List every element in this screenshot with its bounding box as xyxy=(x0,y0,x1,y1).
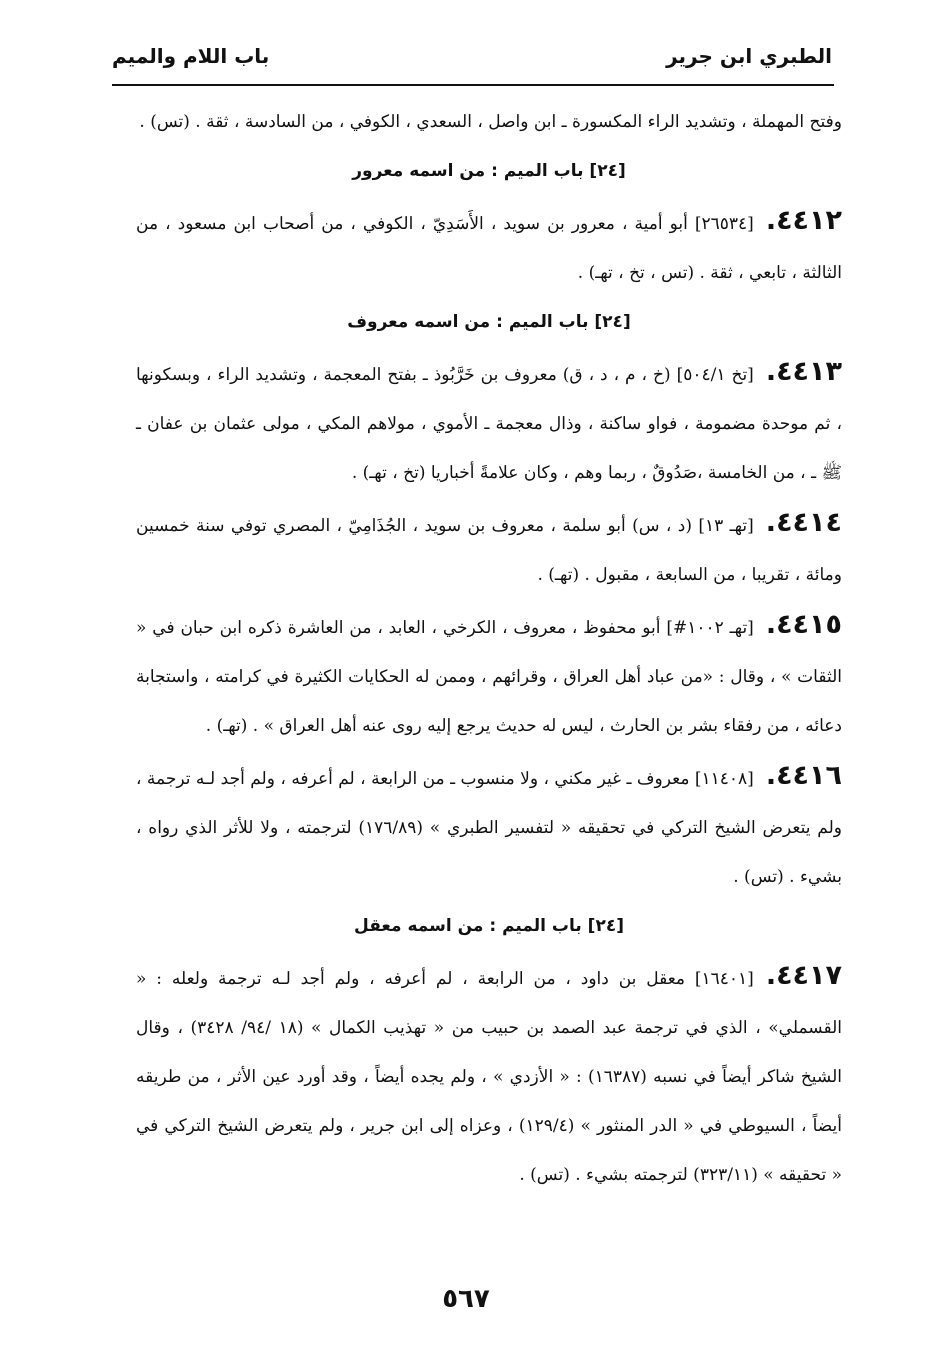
entry-text: [تهـ ١٠٠٢#] أبو محفوظ ، معروف ، الكرخي ، العابد ، من العاشرة ذكره ابن حبان في « الثقات » ، وقال : «من عباد أهل العراق ، وقرائهم ، وممن له الحكايات الكثيرة في كرامته ، واستجابة دعائه ، من رفقاء بشر بن الحارث ، ليس له حديث يرجع إليه روى عنه أهل العراق » . (تهـ) . xyxy=(136,618,842,736)
entry-4415 xyxy=(136,600,842,751)
entry-number: ٤٤١٦. xyxy=(765,760,842,791)
entry-number: ٤٤١٢. xyxy=(765,205,842,236)
entry-4414 xyxy=(136,498,842,600)
intro-paragraph: وفتح المهملة ، وتشديد الراء المكسورة ـ ابن واصل ، السعدي ، الكوفي ، من السادسة ، ثقة . (تس) . xyxy=(139,112,842,132)
section-heading-maqil: [٢٤] باب الميم : من اسمه معقل xyxy=(354,916,624,936)
book-title: الطبري ابن جرير xyxy=(666,44,832,68)
entry-4412 xyxy=(136,196,842,298)
section-heading-maarur: [٢٤] باب الميم : من اسمه معرور xyxy=(352,161,626,181)
running-head xyxy=(112,40,832,84)
page-number: ٥٦٧ xyxy=(442,1284,490,1314)
entry-number: ٤٤١٥. xyxy=(765,609,842,640)
entry-number: ٤٤١٧. xyxy=(765,960,842,991)
entry-text: [٢٦٥٣٤] أبو أمية ، معرور بن سويد ، الأَسَدِيّ ، الكوفي ، من أصحاب ابن مسعود ، من الثالثة ، تابعي ، ثقة . (تس ، تخ ، تهـ) . xyxy=(136,214,842,283)
chapter-title: باب اللام والميم xyxy=(112,44,270,68)
entry-text: [تهـ ١٣] (د ، س) أبو سلمة ، معروف بن سويد ، الجُذَامِيّ ، المصري توفي سنة خمسين ومائة ، تقريبا ، من السابعة ، مقبول . (تهـ) . xyxy=(136,516,842,585)
entry-text: [١١٤٠٨] معروف ـ غير مكني ، ولا منسوب ـ من الرابعة ، لم أعرفه ، ولم أجد لـه ترجمة ، ولم يتعرض الشيخ التركي في تحقيقه « لتفسير الطبري » (١٧٦/٨٩) لترجمته ، ولا للأثر الذي رواه ، بشيء . (تس) . xyxy=(136,769,842,887)
entry-number: ٤٤١٣. xyxy=(765,356,842,387)
page-body xyxy=(136,98,842,1200)
entry-number: ٤٤١٤. xyxy=(765,507,842,538)
entry-4416 xyxy=(136,751,842,902)
section-heading-maaruf: [٢٤] باب الميم : من اسمه معروف xyxy=(347,312,631,332)
header-rule xyxy=(112,84,834,86)
entry-text: [١٦٤٠١] معقل بن داود ، من الرابعة ، لم أعرفه ، ولم أجد لـه ترجمة ولعله : « القسملي» ، الذي في ترجمة عبد الصمد بن حبيب من « تهذيب الكمال » (١٨ /٩٤/ ٣٤٢٨) ، وقال الشيخ شاكر أيضاً في نسبه (١٦٣٨٧) : « الأزدي » ، ولم يجده أيضاً ، وقد أورد عين الأثر ، من طريقه أيضاً ، السيوطي في « الدر المنثور » (١٢٩/٤) ، وعزاه إلى ابن جرير ، ولم يتعرض الشيخ التركي في « تحقيقه » (٣٢٣/١١) لترجمته بشيء . (تس) . xyxy=(136,969,842,1185)
entry-4413 xyxy=(136,347,842,498)
entry-text: [تخ ٥٠٤/١] (خ ، م ، د ، ق) معروف بن خَرَّبُوذ ـ بفتح المعجمة ، وتشديد الراء ، وبسكونها ، ثم موحدة مضمومة ، فواو ساكنة ، وذال معجمة ـ الأموي ، مولاهم المكي ، مولى عثمان بن عفان ـ ﷺ ـ ، من الخامسة ،صَدُوقٌ ، ربما وهم ، وكان علامةً أخباريا (تخ ، تهـ) . xyxy=(136,365,842,483)
entry-4417 xyxy=(136,951,842,1200)
